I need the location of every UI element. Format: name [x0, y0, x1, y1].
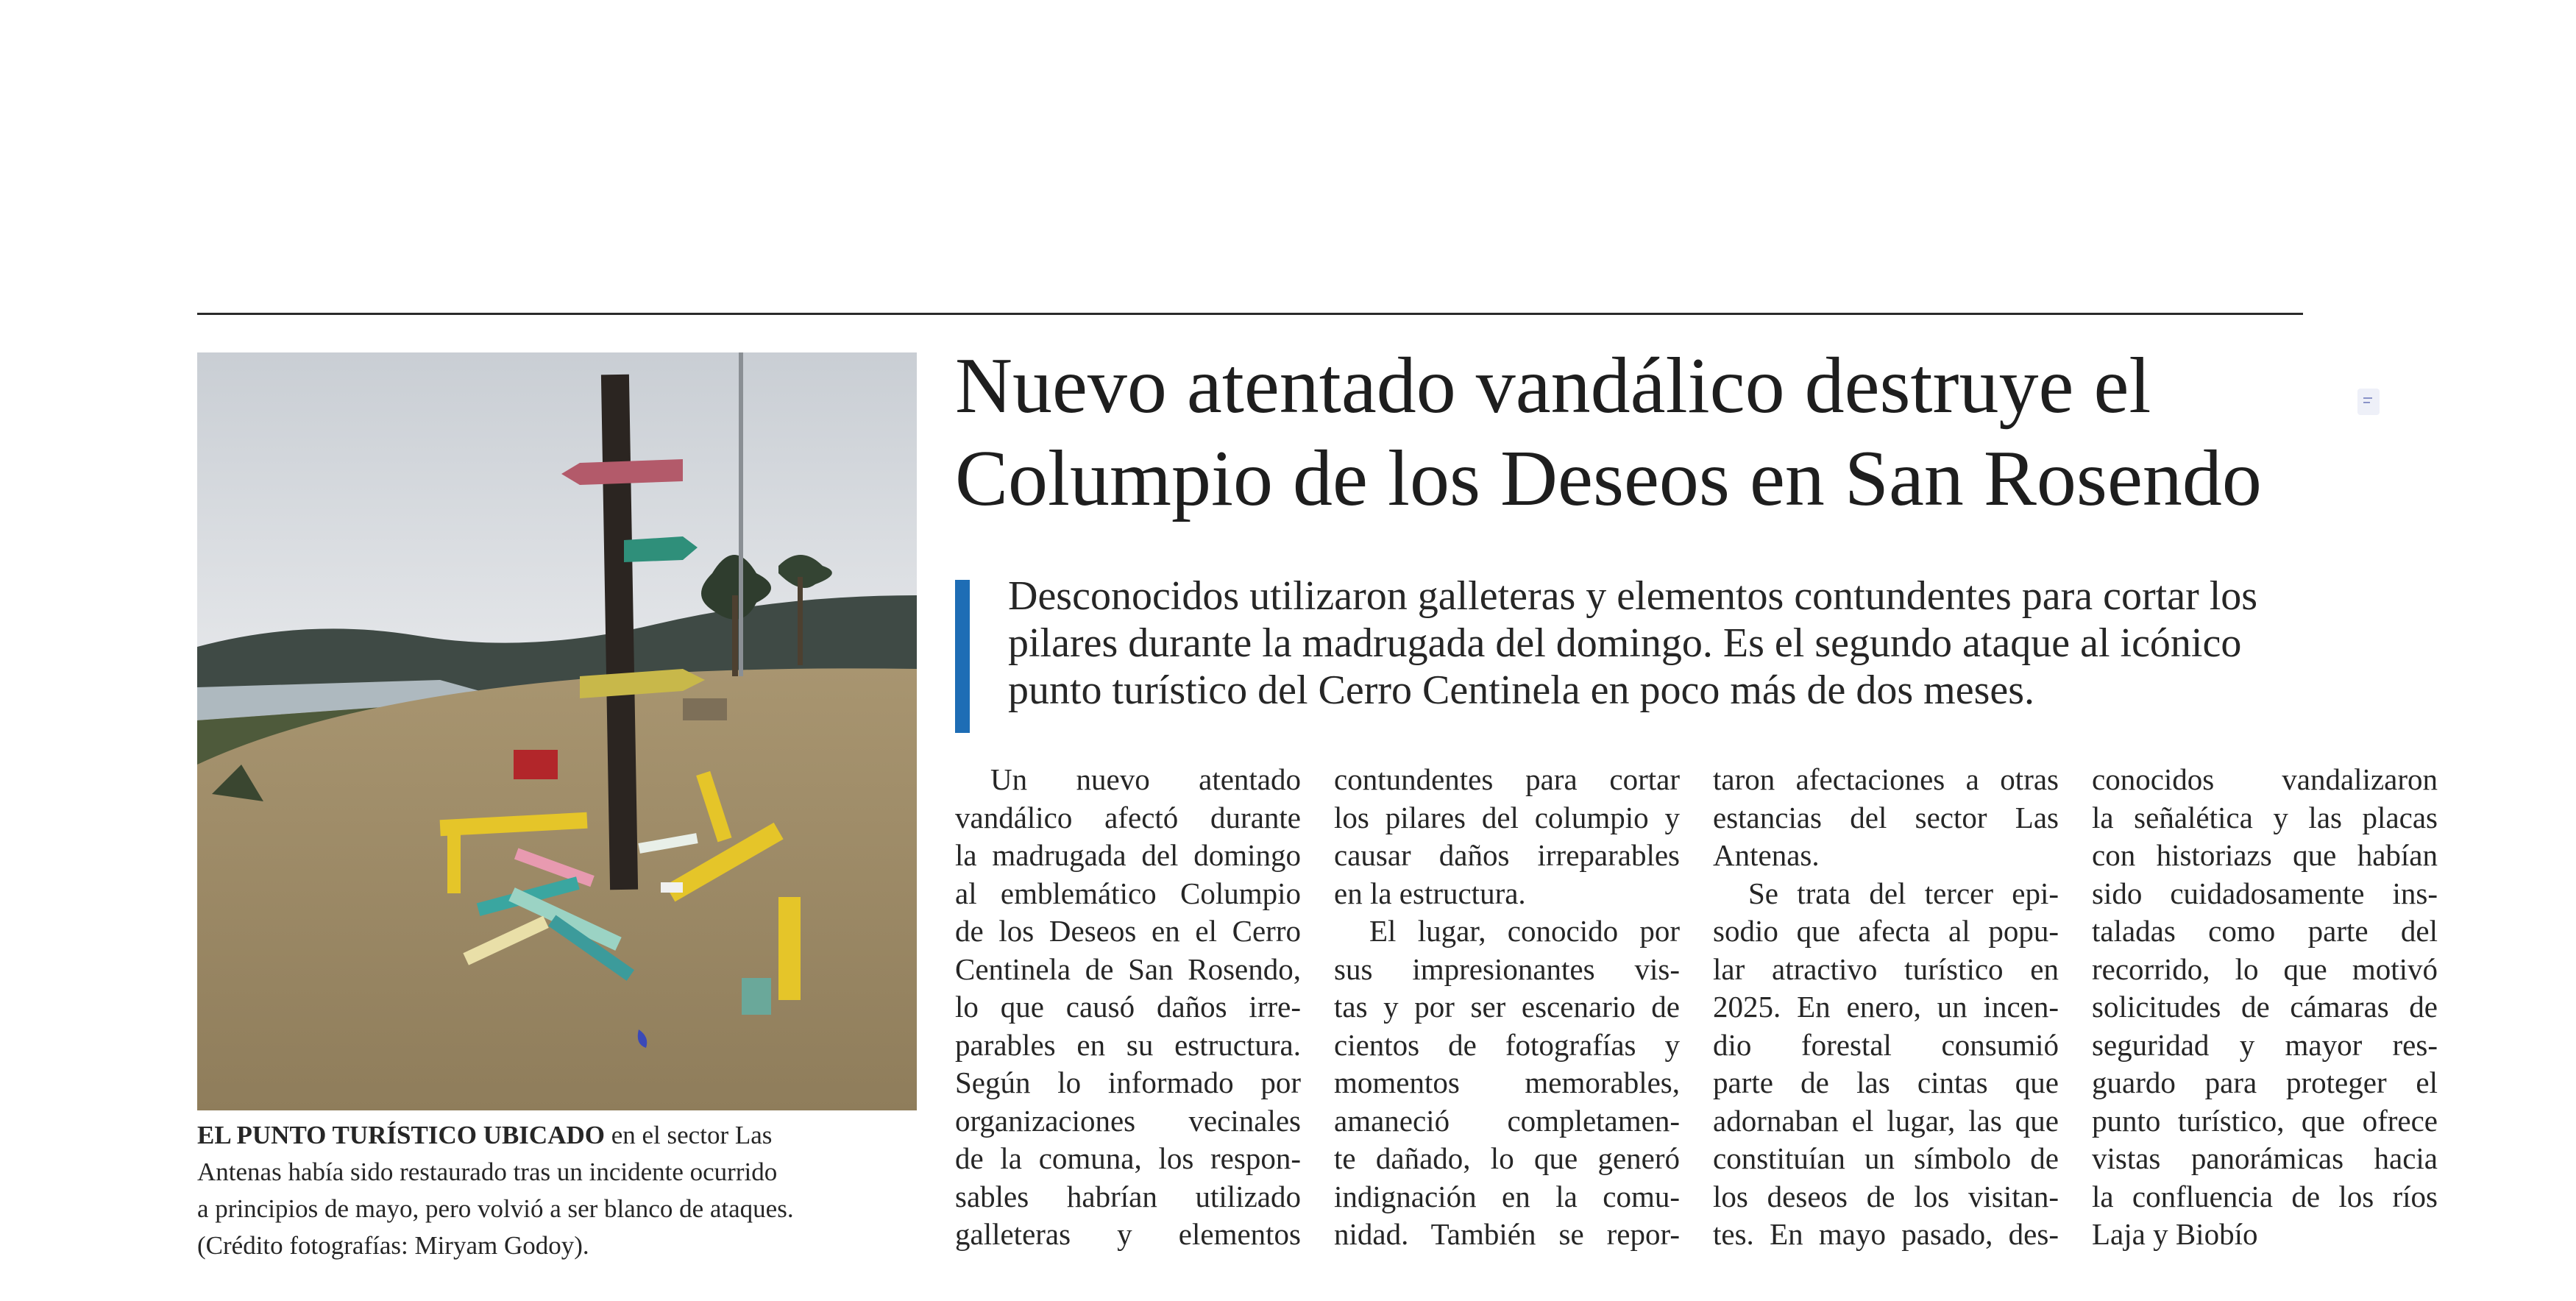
body-line: constituían un símbolo de	[1713, 1141, 2059, 1175]
body-column-3	[1713, 761, 2059, 1254]
body-line: vistas panorámicas hacia	[2092, 1141, 2438, 1175]
body-line: taron afectaciones a otras	[1713, 762, 2059, 796]
body-line: de los Deseos en el Cerro	[955, 914, 1301, 948]
photo-caption	[197, 1117, 926, 1264]
body-line: recorrido, lo que motivó	[2092, 951, 2438, 986]
deck-accent-bar	[955, 580, 970, 733]
body-line: con historiazs que habían	[2092, 838, 2438, 872]
body-line: lo que causó daños irre-	[955, 990, 1301, 1024]
body-column-1	[955, 761, 1301, 1254]
body-line: seguridad y mayor res-	[2092, 1027, 2438, 1062]
body-line: guardo para proteger el	[2092, 1066, 2438, 1099]
body-line: los pilares del columpio y	[1334, 800, 1680, 834]
body-line: indignación en la comu-	[1334, 1179, 1680, 1213]
headline	[955, 340, 2338, 525]
body-line: punto turístico, que ofrece	[2092, 1103, 2438, 1138]
body-column-2	[1334, 761, 1680, 1254]
body-line: amaneció completamen-	[1334, 1103, 1680, 1138]
body-line: la confluencia de los ríos	[2092, 1179, 2438, 1213]
body-line: galleteras y elementos	[955, 1217, 1301, 1251]
deck-line: pilares durante la madrugada del domingo. Es el segundo ataque al icónico	[1008, 620, 2242, 666]
top-rule	[197, 313, 2303, 315]
deck-line: punto turístico del Cerro Centinela en poco más de dos meses.	[1008, 667, 2035, 713]
body-line: nidad. También se repor-	[1334, 1217, 1680, 1251]
caption-line: Antenas había sido restaurado tras un incidente ocurrido	[197, 1158, 778, 1186]
body-line: cientos de fotografías y	[1334, 1027, 1680, 1062]
photo-illustration	[197, 352, 917, 1110]
body-line: en la estructura.	[1334, 876, 1526, 910]
body-line: El lugar, conocido por	[1369, 914, 1680, 948]
body-line: dio forestal consumió	[1713, 1027, 2059, 1062]
headline-line: Columpio de los Deseos en San Rosendo	[955, 435, 2262, 522]
body-line: Centinela de San Rosendo,	[955, 951, 1301, 986]
body-line: causar daños irreparables	[1334, 838, 1680, 872]
body-line: vandálico afectó durante	[955, 800, 1301, 834]
body-line: te dañado, lo que generó	[1334, 1141, 1680, 1175]
body-line: la señalética y las placas	[2092, 800, 2438, 834]
caption-line: (Crédito fotografías: Miryam Godoy).	[197, 1231, 589, 1260]
body-line: Según lo informado por	[955, 1066, 1301, 1099]
body-line: Un nuevo atentado	[990, 762, 1301, 796]
caption-line: a principios de mayo, pero volvió a ser blanco de ataques.	[197, 1194, 794, 1223]
body-line: de la comuna, los respon-	[955, 1141, 1301, 1175]
body-line: Laja y Biobío	[2092, 1217, 2258, 1251]
body-line: Se trata del tercer epi-	[1748, 876, 2059, 910]
body-line: al emblemático Columpio	[955, 876, 1301, 910]
caption-line: en el sector Las	[611, 1121, 773, 1149]
body-line: sido cuidadosamente ins-	[2092, 876, 2438, 910]
body-line: tes. En mayo pasado, des-	[1713, 1217, 2059, 1251]
body-line: lar atractivo turístico en	[1713, 951, 2059, 986]
body-line: estancias del sector Las	[1713, 800, 2059, 834]
body-line: parte de las cintas que	[1713, 1066, 2059, 1099]
caption-lead: EL PUNTO TURÍSTICO UBICADO	[197, 1121, 605, 1149]
body-line: adornaban el lugar, las que	[1713, 1103, 2059, 1138]
article-photo	[197, 352, 917, 1110]
note-icon[interactable]	[2357, 389, 2380, 415]
headline-line: Nuevo atentado vandálico destruye el	[955, 342, 2151, 430]
deck-line: Desconocidos utilizaron galleteras y elementos contundentes para cortar los	[1008, 573, 2258, 619]
body-line: la madrugada del domingo	[955, 838, 1301, 872]
body-line: tas y por ser escenario de	[1334, 990, 1680, 1024]
body-line: sodio que afecta al popu-	[1713, 914, 2059, 948]
body-line: contundentes para cortar	[1334, 762, 1680, 796]
body-line: Antenas.	[1713, 838, 1820, 872]
body-line: sus impresionantes vis-	[1334, 951, 1680, 986]
body-line: conocidos vandalizaron	[2092, 762, 2438, 796]
body-column-4	[2092, 761, 2438, 1254]
body-line: 2025. En enero, un incen-	[1713, 990, 2059, 1024]
body-line: los deseos de los visitan-	[1713, 1179, 2059, 1213]
body-line: parables en su estructura.	[955, 1027, 1301, 1062]
body-line: solicitudes de cámaras de	[2092, 990, 2438, 1024]
body-line: taladas como parte del	[2092, 914, 2438, 948]
deck	[1008, 572, 2355, 714]
body-line: momentos memorables,	[1334, 1066, 1680, 1099]
body-line: sables habrían utilizado	[955, 1179, 1301, 1213]
body-line: organizaciones vecinales	[955, 1103, 1301, 1138]
